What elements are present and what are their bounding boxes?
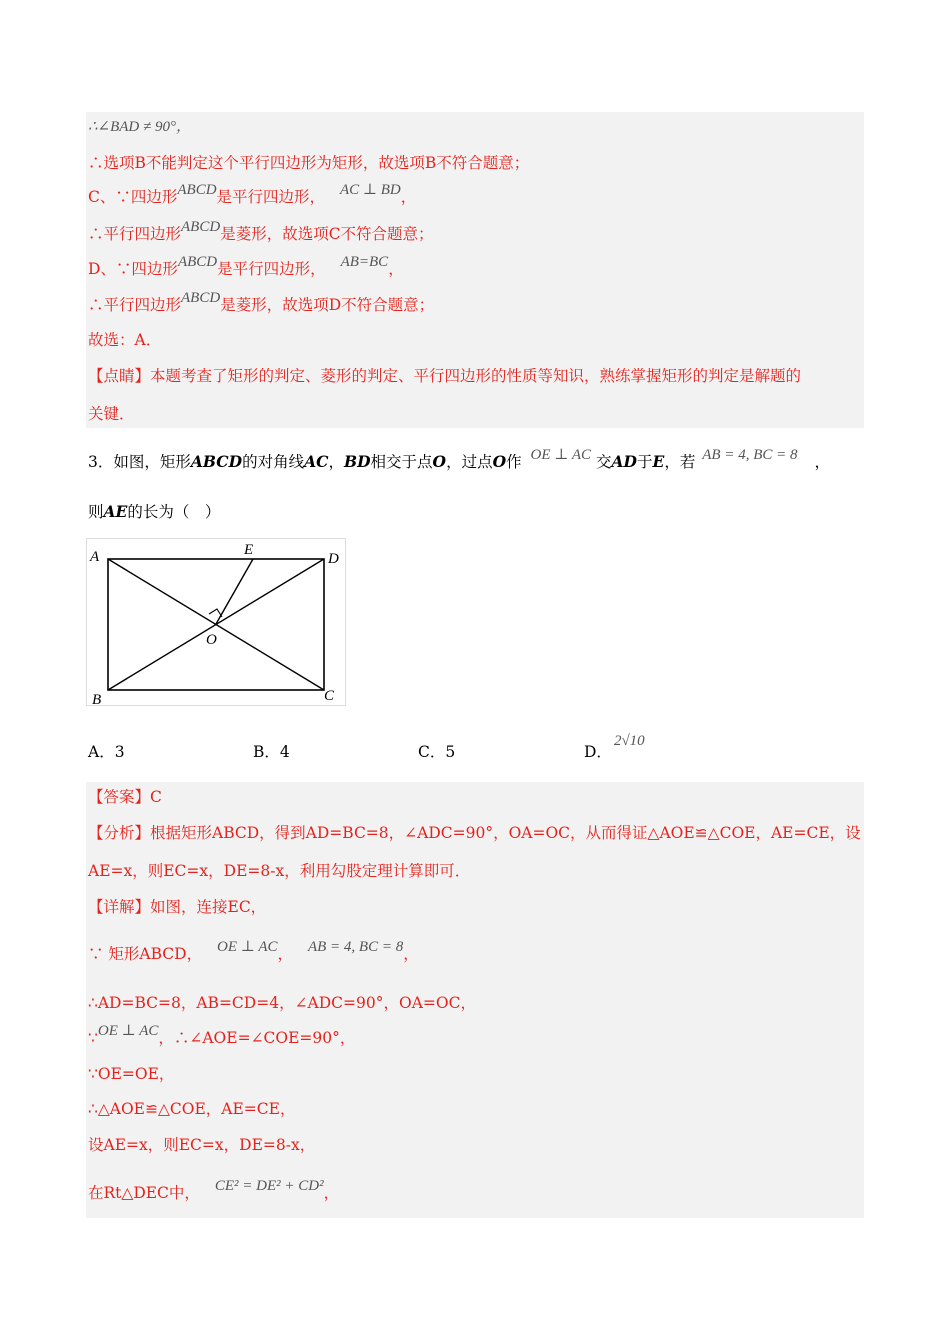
line-choice: 故选：A． bbox=[88, 331, 162, 349]
line-comment-cont: 关键． bbox=[88, 405, 135, 423]
analysis-line-2: AE=x，则EC=x，DE=8-x，利用勾股定理计算即可． bbox=[88, 862, 471, 880]
step-3: ∵OE ⊥ AC，∴∠AOE=∠COE=90°， bbox=[88, 1023, 356, 1047]
label-e: E bbox=[244, 542, 254, 558]
line-bad: ∴∠BAD ≠ 90°， bbox=[88, 119, 192, 135]
step-4: ∵OE=OE， bbox=[88, 1065, 175, 1083]
question-3-line-1: 3．如图，矩形ABCD的对角线AC，BD相交于点O，过点O作 OE ⊥ AC 交AD于E，若 AB = 4, BC = 8 ， bbox=[88, 447, 830, 471]
detail-line: 【详解】如图，连接EC， bbox=[88, 898, 267, 916]
label-d: D bbox=[328, 551, 339, 567]
line-comment: 【点睛】本题考查了矩形的判定、菱形的判定、平行四边形的性质等知识，熟练掌握矩形的判定是解题的 bbox=[88, 367, 802, 385]
step-2: ∴AD=BC=8，AB=CD=4，∠ADC=90°，OA=OC， bbox=[88, 994, 476, 1012]
analysis-line-1: 【分析】根据矩形ABCD，得到AD=BC=8，∠ADC=90°，OA=OC，从而得证△AOE≌△COE，AE=CE，设 bbox=[88, 824, 861, 842]
figure-border bbox=[87, 539, 346, 706]
label-o: O bbox=[206, 632, 217, 648]
line-option-d-result: ∴平行四边形ABCD是菱形，故选项D不符合题意； bbox=[88, 290, 435, 314]
step-1: ∵ 矩形ABCD， OE ⊥ AC， AB = 4, BC = 8， bbox=[88, 939, 419, 963]
answer-line: 【答案】C bbox=[88, 788, 162, 806]
line-option-c: C、∵四边形ABCD是平行四边形， AC ⊥ BD， bbox=[88, 182, 417, 206]
option-a: A．3 bbox=[88, 743, 125, 761]
step-5: ∴△AOE≌△COE，AE=CE， bbox=[88, 1100, 296, 1118]
line-option-c-result: ∴平行四边形ABCD是菱形，故选项C不符合题意； bbox=[88, 219, 434, 243]
question-3-line-2: 则AE的长为（ ） bbox=[88, 502, 221, 521]
step-7: 在Rt△DEC中， CE² = DE² + CD²， bbox=[88, 1178, 340, 1202]
option-b: B．4 bbox=[253, 743, 290, 761]
option-c: C．5 bbox=[418, 743, 456, 761]
label-b: B bbox=[92, 692, 102, 706]
rectangle-figure bbox=[86, 538, 346, 706]
line-option-b: ∴选项B不能判定这个平行四边形为矩形，故选项B不符合题意； bbox=[88, 154, 530, 172]
label-a: A bbox=[90, 549, 100, 565]
line-option-d: D、∵四边形ABCD是平行四边形， AB=BC， bbox=[88, 254, 404, 278]
option-d: D．2√10 bbox=[584, 733, 645, 761]
step-6: 设AE=x，则EC=x，DE=8-x， bbox=[88, 1136, 316, 1154]
label-c: C bbox=[324, 688, 335, 704]
